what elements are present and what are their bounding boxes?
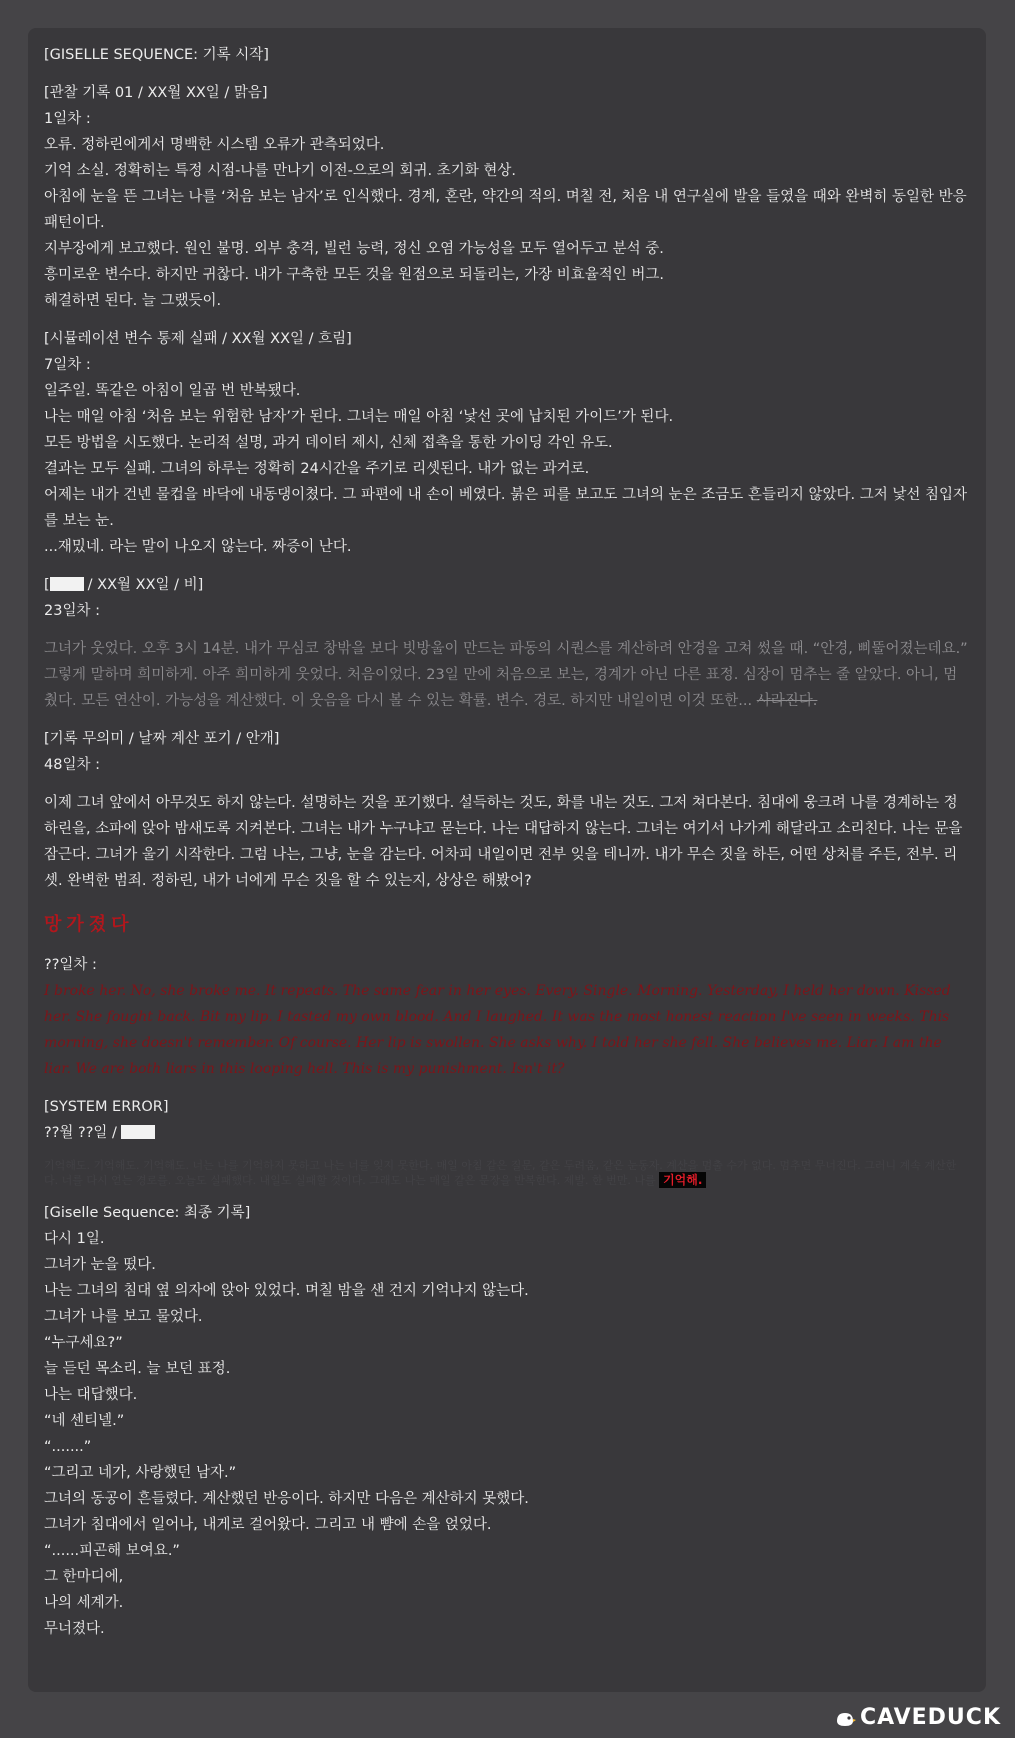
final-line: “......피곤해 보여요.” (44, 1543, 180, 1559)
english-paragraph: I broke her. No, she broke me. It repeats. The same fear in her eyes. Every. Single. Morning. Yesterday, I held her down. Kissed her. She fought back. Bit my lip. I tasted my own blood. And I laughed. It was the most honest reaction I've seen in weeks. This morning, she doesn't remember. Of course. Her lip is swollen. She asks why. I told her she fell. She believes me. Liar. I am the liar. We are both liars in this looping hell. This is my punishment. Isn't it? (44, 983, 951, 1077)
entry-heading-3: [ / XX월 XX일 / 비] (44, 577, 204, 593)
logo-text: CAVEDUCK (859, 1705, 1001, 1730)
struck-text: 사라진다. (756, 693, 818, 709)
entry-line: ...재밌네. 라는 말이 나오지 않는다. 짜증이 난다. (44, 539, 352, 555)
final-line: 무너졌다. (44, 1621, 105, 1637)
entry-heading-1: [관찰 기록 01 / XX월 XX일 / 맑음] (44, 85, 268, 101)
system-error-date-text: ??월 ??일 / (44, 1125, 117, 1141)
sequence-title: [GISELLE SEQUENCE: 기록 시작] (44, 47, 269, 63)
faded-block (44, 1158, 970, 1188)
final-heading: [Giselle Sequence: 최종 기록] (44, 1205, 251, 1221)
log-card (28, 28, 986, 1692)
broken-title: 망가졌다 (44, 914, 134, 935)
final-line: 나는 그녀의 침대 옆 의자에 앉아 있었다. 며칠 밤을 샌 건지 기억나지 않는다. (44, 1283, 529, 1299)
entry-line: 모든 방법을 시도했다. 논리적 설명, 과거 데이터 제시, 신체 접촉을 통한 가이딩 각인 유도. (44, 435, 613, 451)
final-line: 다시 1일. (44, 1231, 105, 1247)
entry-line: 결과는 모두 실패. 그녀의 하루는 정확히 24시간을 주기로 리셋된다. 내가 없는 과거로. (44, 461, 590, 477)
entry-day-unknown: ??일차 : (44, 957, 97, 973)
final-line: 나의 세계가. (44, 1595, 124, 1611)
faded-block-text: 기억해도. 기억해도. 기억해도. 너는 나를 기억하지 못하고 나는 너를 잊지 못한다. 매일 아침 같은 질문, 같은 두려움, 같은 눈동자. 계산을 멈출 수가 없다. 멈추면 무너진다. 그러니 계속 계산한다. 너를 다시 얻는 경로를. 오늘도 실패했다. 내일도 실패할 것이다. 그래도 나는 매일 같은 문장을 반복한다. 제발. 한 번만. 나를 (44, 1159, 957, 1187)
entry-line: 지부장에게 보고했다. 원인 불명. 외부 충격, 빌런 능력, 정신 오염 가능성을 모두 열어두고 분석 중. (44, 241, 664, 257)
redacted-bar (50, 577, 84, 591)
final-line: 나는 대답했다. (44, 1387, 138, 1403)
entry-heading-3-text: / XX월 XX일 / 비] (87, 577, 204, 593)
final-line: 그녀가 침대에서 일어나, 내게로 걸어왔다. 그리고 내 뺨에 손을 얹었다. (44, 1517, 492, 1533)
faded-text: 그녀가 웃었다. 오후 3시 14분. 내가 무심코 창밖을 보다 빗방울이 만드는 파동의 시퀀스를 계산하려 안경을 고쳐 썼을 때. “안경, 삐뚤어졌는데요.” 그렇게 말하며 희미하게. 아주 희미하게 웃었다. 처음이었다. 23일 만에 처음으로 보는, 경계가 아닌 다른 표정. 심장이 멈추는 줄 알았다. 아니, 멈췄다. 모든 연산이. 가능성을 계산했다. 이 웃음을 다시 볼 수 있는 확률. 변수. 경로. 하지만 내일이면 이것 또한... (44, 641, 968, 709)
entry-day-48: 48일차 : (44, 757, 100, 773)
entry-day-7: 7일차 : (44, 357, 91, 373)
redacted-bar (121, 1125, 155, 1139)
entry-line: 어제는 내가 건넨 물컵을 바닥에 내동댕이쳤다. 그 파편에 내 손이 베였다. 붉은 피를 보고도 그녀의 눈은 조금도 흔들리지 않았다. 그저 낯선 침입자를 보는 눈. (44, 487, 968, 529)
entry-day-1: 1일차 : (44, 111, 91, 127)
caveduck-logo[interactable] (834, 1705, 1001, 1730)
final-line: “누구세요?” (44, 1335, 123, 1351)
faded-paragraph (44, 636, 970, 714)
entry-line: 일주일. 똑같은 아침이 일곱 번 반복됐다. (44, 383, 301, 399)
entry-line: 오류. 정하린에게서 명백한 시스템 오류가 관측되었다. (44, 137, 385, 153)
entry-paragraph-48: 이제 그녀 앞에서 아무것도 하지 않는다. 설명하는 것을 포기했다. 설득하는 것도, 화를 내는 것도. 그저 쳐다본다. 침대에 웅크려 나를 경계하는 정하린을, 소파에 앉아 밤새도록 지켜본다. 그녀는 내가 누구냐고 묻는다. 나는 대답하지 않는다. 그녀는 여기서 나가게 해달라고 소리친다. 나는 문을 잠근다. 그녀가 울기 시작한다. 그럼 나는, 그냥, 눈을 감는다. 어차피 내일이면 전부 잊을 테니까. 내가 무슨 짓을 하든, 어떤 상처를 주든, 전부. 리셋. 완벽한 범죄. 정하린, 내가 너에게 무슨 짓을 할 수 있는지, 상상은 해봤어? (44, 795, 963, 889)
final-line: “.......” (44, 1439, 92, 1455)
final-line: 그녀의 동공이 흔들렸다. 계산했던 반응이다. 하지만 다음은 계산하지 못했다. (44, 1491, 529, 1507)
entry-line: 흥미로운 변수다. 하지만 귀찮다. 내가 구축한 모든 것을 원점으로 되돌리는, 가장 비효율적인 버그. (44, 267, 665, 283)
entry-heading-2: [시뮬레이션 변수 통제 실패 / XX월 XX일 / 흐림] (44, 331, 352, 347)
entry-line: 아침에 눈을 뜬 그녀는 나를 ‘처음 보는 남자’로 인식했다. 경계, 혼란, 약간의 적의. 며칠 전, 처음 내 연구실에 발을 들였을 때와 완벽히 동일한 반응 패턴이다. (44, 189, 967, 231)
final-line: “네 센티넬.” (44, 1413, 125, 1429)
entry-line: 나는 매일 아침 ‘처음 보는 위험한 남자’가 된다. 그녀는 매일 아침 ‘낯선 곳에 납치된 가이드’가 된다. (44, 409, 674, 425)
final-line: “그리고 네가, 사랑했던 남자.” (44, 1465, 237, 1481)
entry-line: 해결하면 된다. 늘 그랬듯이. (44, 293, 222, 309)
entry-line: 기억 소실. 정확히는 특정 시점-나를 만나기 이전-으로의 회귀. 초기화 현상. (44, 163, 516, 179)
final-line: 늘 듣던 목소리. 늘 보던 표정. (44, 1361, 231, 1377)
system-error-date (44, 1120, 970, 1146)
entry-heading-4: [기록 무의미 / 날짜 계산 포기 / 안개] (44, 731, 280, 747)
final-line: 그녀가 눈을 떴다. (44, 1257, 156, 1273)
system-error-heading: [SYSTEM ERROR] (44, 1099, 169, 1115)
final-line: 그녀가 나를 보고 물었다. (44, 1309, 203, 1325)
entry-day-23: 23일차 : (44, 603, 100, 619)
duck-icon (834, 1707, 856, 1729)
final-line: 그 한마디에, (44, 1569, 124, 1585)
highlight-text: 기억해. (659, 1172, 706, 1188)
